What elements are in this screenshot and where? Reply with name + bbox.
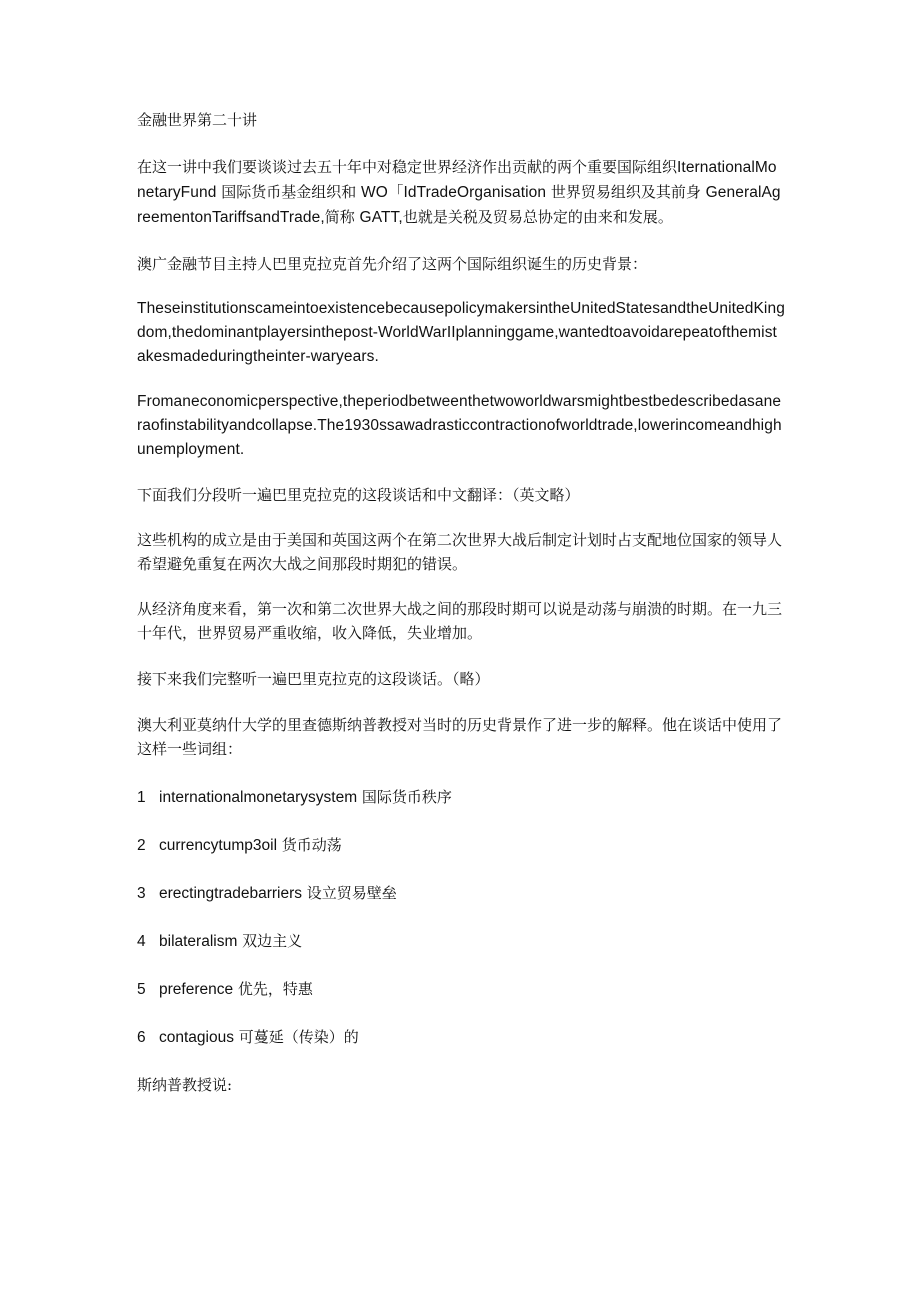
full-listen-paragraph: 接下来我们完整听一遍巴里克拉克的这段谈话。（略） — [137, 670, 490, 688]
vocab-term: bilateralism — [159, 933, 238, 950]
vocab-term: contagious — [159, 1029, 234, 1046]
vocab-number: 6 — [137, 1029, 146, 1046]
english-paragraph-1: TheseinstitutionscameintoexistencebecausepolicymakersintheUnitedStatesandtheUnitedKingdom,thedominantplayersinthepost-WorldWarIIplanninggame,wantedtoavoidarepeatofthemistakesmadeduringtheinter-waryears. — [137, 300, 785, 365]
segment-lead-paragraph: 下面我们分段听一遍巴里克拉克的这段谈话和中文翻译：（英文略） — [137, 486, 580, 504]
vocab-translation: 货币动荡 — [277, 836, 342, 854]
gatt-term: GATT, — [359, 209, 403, 226]
vocab-translation: 双边主义 — [237, 932, 303, 950]
vocab-term: erectingtradebarriers — [159, 885, 303, 902]
document-page — [137, 108, 785, 1097]
vocab-translation: 国际货币秩序 — [357, 788, 452, 806]
vocab-list — [137, 785, 785, 1050]
intro-paragraph — [137, 155, 785, 230]
intro-text-4: 简称 — [324, 208, 360, 226]
vocab-term: internationalmonetarysystem — [159, 789, 358, 806]
host-intro-paragraph: 澳广金融节目主持人巴里克拉克首先介绍了这两个国际组织诞生的历史背景： — [137, 255, 648, 273]
vocab-item — [137, 833, 785, 858]
english-paragraph-2: Fromaneconomicperspective,theperiodbetweenthetwoworldwarsmightbestbedescribedasaneraofinstabilityandcollapse.The1930ssawadrasticcontractionofworldtrade,lowerincomeandhighunemployment. — [137, 393, 782, 458]
intro-text-3: 世界贸易组织及其前身 — [546, 183, 706, 201]
chinese-translation-1: 这些机构的成立是由于美国和英国这两个在第二次世界大战后制定计划时占支配地位国家的领导人希望避免重复在两次大战之间那段时期犯的错误。 — [137, 531, 783, 573]
vocab-term: currencytump3oil — [159, 837, 278, 854]
vocab-number: 5 — [137, 981, 146, 998]
vocab-item — [137, 1025, 785, 1050]
vocab-number: 4 — [137, 933, 146, 950]
vocab-item — [137, 929, 785, 954]
vocab-translation: 可蔓延（传染）的 — [233, 1028, 359, 1046]
imf-term: IternationalMonetaryFund — [137, 159, 777, 201]
vocab-number: 2 — [137, 837, 146, 854]
gatt-full-term: GeneralAgreementonTariffsandTrade, — [137, 184, 781, 226]
intro-text-2: 国际货币基金组织和 — [216, 183, 361, 201]
lecture-title: 金融世界第二十讲 — [137, 111, 258, 129]
professor-intro-paragraph: 澳大利亚莫纳什大学的里查德斯纳普教授对当时的历史背景作了进一步的解释。他在谈话中使用了这样一些词组： — [137, 716, 783, 758]
vocab-translation: 优先，特惠 — [233, 980, 313, 998]
vocab-translation: 设立贸易壁垒 — [302, 884, 397, 902]
professor-said-line: 斯纳普教授说: — [137, 1076, 233, 1094]
chinese-translation-2: 从经济角度来看，第一次和第二次世界大战之间的那段时期可以说是动荡与崩溃的时期。在一九三十年代，世界贸易严重收缩，收入降低，失业增加。 — [137, 600, 783, 642]
wto-term: WO「IdTradeOrganisation — [360, 184, 547, 201]
intro-text-1: 在这一讲中我们要谈谈过去五十年中对稳定世界经济作出贡献的两个重要国际组织 — [137, 158, 678, 176]
vocab-number: 1 — [137, 789, 146, 806]
vocab-number: 3 — [137, 885, 146, 902]
vocab-item — [137, 977, 785, 1002]
vocab-term: preference — [159, 981, 234, 998]
vocab-item — [137, 785, 785, 810]
intro-text-5: 也就是关税及贸易总协定的由来和发展。 — [402, 208, 673, 226]
vocab-item — [137, 881, 785, 906]
